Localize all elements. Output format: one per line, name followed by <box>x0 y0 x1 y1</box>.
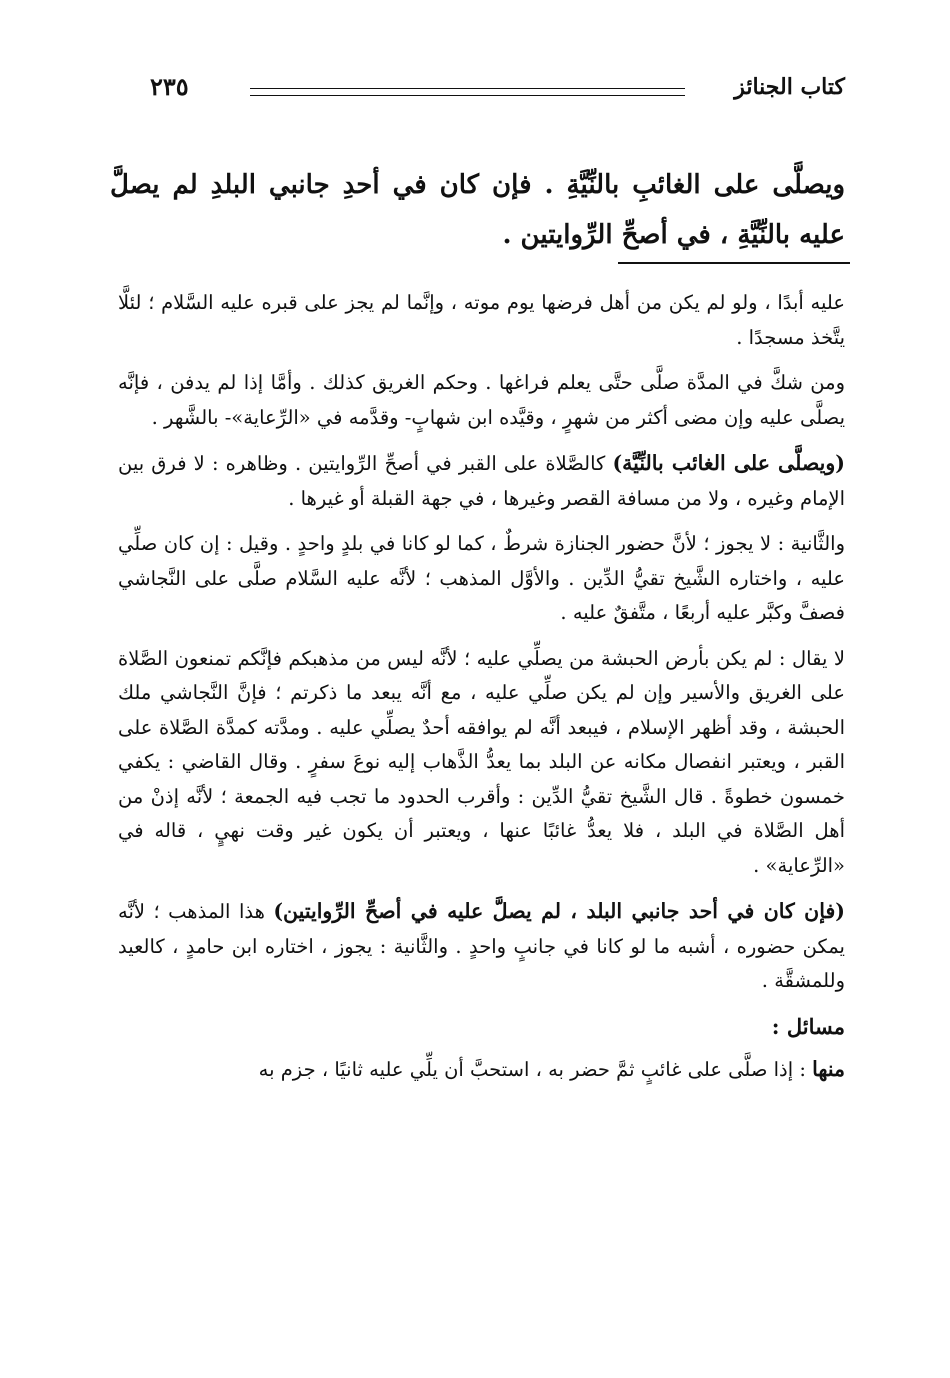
commentary-paragraph: عليه أبدًا ، ولو لم يكن من أهل فرضها يوم موته ، وإنَّما لم يجز على قبره عليه السَّلام ؛ لئلَّا يتَّخذ مسجدًا . <box>118 291 845 349</box>
running-header <box>150 70 845 114</box>
chapter-title: كتاب الجنائز <box>734 74 845 100</box>
commentary-paragraph <box>118 1052 845 1088</box>
matn-separator-rule <box>618 262 850 264</box>
commentary-text: كالصَّلاة على القبر في أصحِّ الرِّوايتين . وظاهره : لا فرق بين الإمام وغيره ، ولا من مسافة القصر وغيرها ، في جهة القبلة أو غيرها . <box>118 452 845 510</box>
commentary-paragraph: ومن شكَّ في المدَّة صلَّى حتَّى يعلم فراغها . وحكم الغريق كذلك . وأمَّا إذا لم يدفن ، فإنَّه يصلَّى عليه وإن مضى أكثر من شهرٍ ، وقيَّده ابن شهابٍ- وقدَّمه في «الرِّعاية»- بالشَّهر . <box>118 371 845 429</box>
commentary-text: هذا المذهب ؛ لأنَّه يمكن حضوره ، أشبه ما لو كانا في جانبٍ واحدٍ . والثَّانية : يجوز ، اختاره ابن حامدٍ ، كالعيد وللمشقَّة . <box>118 900 845 992</box>
commentary-paragraph: لا يقال : لم يكن بأرض الحبشة من يصلِّي عليه ؛ لأنَّه ليس من مذهبكم فإنَّكم تمنعون الصَّلاة على الغريق والأسير وإن لم يكن صلِّي عليه ، مع أنَّه يبعد ما ذكرتم ؛ فإنَّ النَّجاشي ملك الحبشة ، وقد أظهر الإسلام ، فيبعد أنَّه لم يوافقه أحدٌ يصلِّي عليه . ومدَّته كمدَّة الصَّلاة على القبر ، ويعتبر انفصال مكانه عن البلد بما يعدُّ الذَّهاب إليه نوعَ سفرٍ . وقال القاضي : يكفي خمسون خطوةً . قال الشَّيخ تقيُّ الدِّين : وأقرب الحدود ما تجب فيه الجمعة ؛ لأنَّه إذنْ من أهل الصَّلاة في البلد ، فلا يعدُّ غائبًا عنها ، ويعتبر أن يكون غير وقت نهيٍ ، قاله في «الرِّعاية» . <box>118 646 845 877</box>
section-heading: مسائل : <box>771 1013 845 1039</box>
issue-label: منها <box>812 1057 845 1081</box>
commentary-paragraph <box>118 446 845 516</box>
commentary <box>118 286 845 1099</box>
quoted-matn: (ويصلَّى على الغائب بالنِّيَّة) <box>612 451 845 475</box>
header-rule <box>250 88 685 96</box>
quoted-matn: (فإن كان في أحد جانبي البلد ، لم يصلَّ عليه في أصحِّ الرِّوايتين) <box>273 899 845 923</box>
commentary-paragraph: والثَّانية : لا يجوز ؛ لأنَّ حضور الجنازة شرطٌ ، كما لو كانا في بلدٍ واحدٍ . وقيل : إن كان صلِّي عليه ، واختاره الشَّيخ تقيُّ الدِّين . والأوَّل المذهب ؛ لأنَّه عليه السَّلام صلَّى على النَّجاشي فصفَّ وكبَّر عليه أربعًا ، متَّفقٌ عليه . <box>118 532 845 624</box>
commentary-paragraph <box>118 894 845 999</box>
page-number: ٢٣٥ <box>150 72 189 101</box>
commentary-text: : إذا صلَّى على غائبٍ ثمَّ حضر به ، استحبَّ أن يلِّي عليه ثانيًا ، جزم به <box>258 1058 813 1081</box>
matn-text: ويصلَّى على الغائبِ بالنِّيَّةِ . فإن كان في أحدِ جانبي البلدِ لم يصلَّ عليه بالنِّيَّةِ ، في أصحِّ الرِّوايتين . <box>110 170 845 250</box>
